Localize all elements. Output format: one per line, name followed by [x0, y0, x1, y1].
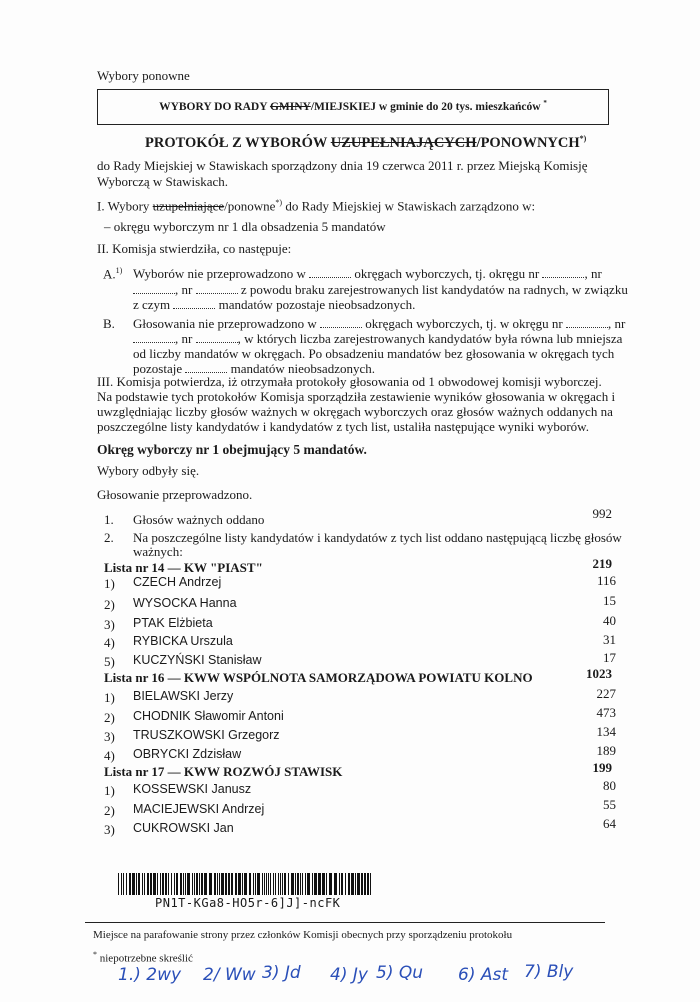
section-iii-line-1: III. Komisja potwierdza, iż otrzymała protokoły głosowania od 1 obwodowej komisji wyborczej. — [97, 374, 602, 389]
section-iii-line-3: uwzględniając liczby głosów ważnych w okręgach wyborczych oraz głosów ważnych oddanych na — [97, 404, 613, 419]
barcode-bar — [348, 873, 350, 895]
text: , nr — [175, 331, 193, 346]
barcode-bar — [288, 873, 289, 895]
footnote-mark: * — [543, 99, 547, 107]
candidate-name: CHODNIK Sławomir Antoni — [133, 709, 284, 723]
candidate-number: 1) — [104, 783, 115, 798]
candidate-votes: 55 — [603, 797, 616, 812]
candidate-name: KOSSEWSKI Janusz — [133, 782, 252, 796]
barcode-bar — [199, 873, 200, 895]
candidate-name: MACIEJEWSKI Andrzej — [133, 802, 265, 816]
item-1-number: 1. — [104, 512, 114, 527]
candidate-votes: 15 — [603, 593, 616, 608]
barcode-bar — [244, 873, 247, 895]
barcode-bar — [291, 873, 294, 895]
blank-field — [133, 333, 175, 343]
text: , nr — [584, 266, 602, 281]
page-title — [145, 134, 586, 152]
intro-text: do Rady Miejskiej w Stawiskach sporządzony dnia 19 czerwca 2011 r. przez Miejską Komisję Wyborczą w Stawiskach. — [97, 158, 588, 189]
barcode-bar — [192, 873, 193, 895]
text: mandatów nieobsadzonych. — [230, 361, 375, 376]
barcode-bar — [270, 873, 271, 895]
signature: 6) Ast — [458, 965, 509, 985]
candidate-number: 4) — [104, 635, 115, 650]
barcode-bar — [266, 873, 267, 895]
barcode-bar — [253, 873, 254, 895]
text: mandatów pozostaje nieobsadzonych. — [218, 297, 416, 312]
barcode-bar — [345, 873, 346, 895]
districts-line: – okręgu wyborczym nr 1 dla obsadzenia 5 mandatów — [104, 219, 386, 234]
section-a-line-3 — [133, 297, 415, 313]
candidate-number: 1) — [104, 576, 115, 591]
candidate-name: RYBICKA Urszula — [133, 634, 233, 648]
barcode-bar — [367, 873, 369, 895]
section-iii-line-2: Na podstawie tych protokołów Komisja sporządziła zestawienie wyników głosowania w okręgach i — [97, 389, 616, 404]
candidate-number: 3) — [104, 617, 115, 632]
barcode-bar — [157, 873, 158, 895]
barcode-bar — [209, 873, 212, 895]
footnote-mark: *) — [275, 198, 283, 207]
section-i-part: /ponowne — [224, 198, 276, 214]
footnote-mark: *) — [579, 134, 587, 143]
barcode-bar — [357, 873, 360, 895]
candidate-votes: 473 — [596, 705, 616, 720]
barcode-bar — [221, 873, 224, 895]
barcode-bar — [204, 873, 207, 895]
title-part: /PONOWNYCH — [476, 134, 580, 151]
signature: 7) Bly — [524, 962, 574, 982]
candidate-name: CUKROWSKI Jan — [133, 821, 234, 835]
footnote — [93, 950, 193, 965]
blank-field — [185, 363, 227, 373]
blank-field — [173, 299, 215, 309]
barcode-bar — [297, 873, 299, 895]
barcode-bar — [341, 873, 343, 895]
section-ii: II. Komisja stwierdziła, co następuje: — [97, 241, 292, 256]
candidate-votes: 17 — [603, 650, 616, 665]
item-1-label: Głosów ważnych oddano — [133, 512, 265, 527]
barcode-bar — [302, 873, 303, 895]
barcode-bar — [249, 873, 251, 895]
election-type-label: Wybory ponowne — [97, 68, 190, 83]
barcode-bar — [280, 873, 281, 895]
header-struck: GMINY — [269, 100, 311, 113]
footnote-mark: 1) — [115, 266, 123, 275]
footnote-text: niepotrzebne skreślić — [99, 952, 193, 965]
barcode-bar — [278, 873, 279, 895]
barcode-bar — [174, 873, 175, 895]
barcode-bar — [268, 873, 269, 895]
barcode-bar — [273, 873, 274, 895]
barcode-bar — [201, 873, 203, 895]
candidate-number: 3) — [104, 729, 115, 744]
held-text: Wybory odbyły się. — [97, 463, 200, 478]
barcode-bar — [194, 873, 195, 895]
barcode-bar — [326, 873, 327, 895]
candidate-votes: 189 — [596, 743, 616, 758]
barcode-bar — [364, 873, 366, 895]
signature: 4) Jy — [330, 965, 368, 985]
section-a-line-2 — [133, 282, 628, 298]
barcode-bar — [219, 873, 220, 895]
barcode-bar — [165, 873, 167, 895]
barcode-bar — [282, 873, 283, 895]
divider — [85, 922, 605, 923]
signature: 5) Qu — [376, 963, 424, 983]
barcode-bar — [300, 873, 301, 895]
barcode-bar — [242, 873, 243, 895]
barcode-bar — [153, 873, 156, 895]
barcode-bar — [187, 873, 190, 895]
item-2-number: 2. — [104, 530, 114, 545]
barcode-bar — [351, 873, 354, 895]
barcode-bar — [295, 873, 296, 895]
barcode-bar — [312, 873, 313, 895]
barcode-bar — [126, 873, 127, 895]
barcode-bar — [355, 873, 356, 895]
candidate-votes: 227 — [596, 686, 616, 701]
voting-text: Głosowanie przeprowadzono. — [97, 487, 253, 502]
barcode-bar — [123, 873, 124, 895]
barcode-bar — [322, 873, 325, 895]
candidate-number: 1) — [104, 690, 115, 705]
text: Wyborów nie przeprowadzono w — [133, 266, 306, 281]
barcode — [118, 873, 374, 895]
text: , nr — [175, 282, 193, 297]
blank-field — [133, 284, 175, 294]
barcode-bar — [257, 873, 260, 895]
list-title: Lista nr 14 — KW "PIAST" — [104, 560, 263, 575]
candidate-votes: 64 — [603, 816, 616, 831]
header-text — [98, 99, 608, 113]
candidate-name: TRUSZKOWSKI Grzegorz — [133, 728, 280, 742]
barcode-bar — [132, 873, 135, 895]
section-a-label — [103, 266, 122, 282]
section-b-label: B. — [103, 316, 115, 331]
blank-field — [309, 268, 351, 278]
barcode-bar — [238, 873, 241, 895]
barcode-bar — [138, 873, 140, 895]
barcode-bar — [334, 873, 337, 895]
barcode-bar — [176, 873, 178, 895]
section-a-line-1 — [133, 266, 602, 282]
section-i-part: do Rady Miejskiej w Stawiskach zarządzono w: — [282, 198, 536, 214]
text: z powodu braku zarejestrowanych list kandydatów na radnych, w związku — [240, 282, 628, 297]
candidate-name: KUCZYŃSKI Stanisław — [133, 653, 262, 667]
candidate-name: WYSOCKA Hanna — [133, 596, 237, 610]
list-total: 219 — [592, 556, 612, 571]
barcode-bar — [217, 873, 218, 895]
list-title: Lista nr 17 — KWW ROZWÓJ STAWISK — [104, 764, 343, 779]
barcode-bar — [361, 873, 363, 895]
candidate-votes: 31 — [603, 632, 616, 647]
barcode-bar — [318, 873, 321, 895]
barcode-bar — [329, 873, 332, 895]
barcode-bar — [121, 873, 122, 895]
barcode-bar — [235, 873, 237, 895]
barcode-bar — [168, 873, 169, 895]
barcode-bar — [307, 873, 310, 895]
barcode-bar — [339, 873, 340, 895]
title-struck: UZUPEŁNIAJĄCYCH — [330, 134, 477, 151]
section-a-letter: A. — [103, 266, 116, 282]
candidate-votes: 116 — [596, 573, 616, 588]
section-iii-line-4: poszczególne listy kandydatów i kandydatów z tych list, ustaliła następujące wyniki wyborów. — [97, 419, 589, 434]
candidate-number: 2) — [104, 803, 115, 818]
candidate-number: 2) — [104, 710, 115, 725]
footer-note: Miejsce na parafowanie strony przez członków Komisji obecnych przy sporządzeniu protokołu — [93, 929, 513, 941]
candidate-name: OBRYCKI Zdzisław — [133, 747, 242, 761]
barcode-bar — [262, 873, 263, 895]
barcode-bar — [196, 873, 198, 895]
footnote-mark: * — [93, 950, 97, 959]
header-box — [97, 89, 609, 125]
candidate-votes: 80 — [603, 778, 616, 793]
barcode-bar — [129, 873, 131, 895]
barcode-bar — [118, 873, 119, 895]
list-total: 1023 — [586, 666, 612, 681]
blank-field — [196, 284, 238, 294]
title-part: PROTOKÓŁ Z WYBORÓW — [145, 134, 331, 151]
text: z czym — [133, 297, 171, 312]
barcode-bar — [231, 873, 233, 895]
district-heading: Okręg wyborczy nr 1 obejmujący 5 mandatów. — [97, 442, 367, 457]
candidate-number: 4) — [104, 748, 115, 763]
barcode-bar — [314, 873, 317, 895]
candidate-name: BIELAWSKI Jerzy — [133, 689, 234, 703]
barcode-bar — [305, 873, 306, 895]
text: pozostaje — [133, 361, 183, 376]
barcode-bar — [180, 873, 182, 895]
item-2-line-2: ważnych: — [133, 544, 183, 559]
section-b-line-3: od liczby mandatów w okręgach. Po obsadzeniu mandatów bez głosowania w okręgach tych — [133, 346, 615, 361]
candidate-votes: 40 — [603, 613, 616, 628]
candidate-name: PTAK Elżbieta — [133, 616, 213, 630]
header-part: /MIEJSKIEJ w gminie do 20 tys. mieszkańców — [310, 100, 541, 113]
candidate-number: 3) — [104, 822, 115, 837]
barcode-bar — [275, 873, 276, 895]
section-i-struck: uzupełniające — [152, 198, 225, 214]
barcode-bar — [264, 873, 265, 895]
barcode-bar — [370, 873, 371, 895]
blank-field — [320, 318, 362, 328]
blank-field — [196, 333, 238, 343]
candidate-votes: 134 — [596, 724, 616, 739]
barcode-bar — [183, 873, 184, 895]
text: , nr — [607, 316, 626, 331]
barcode-bar — [214, 873, 216, 895]
section-b-line-2 — [133, 331, 622, 347]
valid-votes-value: 992 — [592, 506, 612, 521]
blank-field — [542, 268, 584, 278]
barcode-text: PN1T-KGa8-HO5r-6]J]-ncFK — [155, 896, 341, 910]
text: okręgach wyborczych, tj. w okręgu nr — [365, 316, 563, 331]
signature: 3) Jd — [262, 963, 301, 983]
section-i — [97, 198, 535, 214]
text: , w których liczba zarejestrowanych kandydatów była równa lub mniejsza — [237, 331, 623, 346]
signature: 1.) 2wy — [118, 965, 182, 985]
text: okręgach wyborczych, tj. okręgu nr — [354, 266, 540, 281]
candidate-name: CZECH Andrzej — [133, 575, 222, 589]
list-total: 199 — [592, 760, 612, 775]
candidate-number: 5) — [104, 654, 115, 669]
barcode-bar — [225, 873, 227, 895]
barcode-bar — [160, 873, 161, 895]
section-i-part: I. Wybory — [97, 198, 153, 214]
barcode-bar — [136, 873, 137, 895]
barcode-bar — [185, 873, 186, 895]
item-2-line-1: Na poszczególne listy kandydatów i kandydatów z tych list oddano następującą liczbę głosów — [133, 530, 622, 545]
barcode-bar — [162, 873, 164, 895]
barcode-bar — [150, 873, 152, 895]
header-part: WYBORY DO RADY — [159, 100, 270, 113]
blank-field — [566, 318, 608, 328]
section-b-line-1 — [133, 316, 625, 332]
barcode-bar — [144, 873, 145, 895]
list-title: Lista nr 16 — KWW WSPÓLNOTA SAMORZĄDOWA POWIATU KOLNO — [104, 670, 533, 685]
barcode-bar — [142, 873, 143, 895]
signature: 2/ Ww — [203, 965, 256, 985]
barcode-bar — [228, 873, 230, 895]
candidate-number: 2) — [104, 597, 115, 612]
barcode-bar — [284, 873, 286, 895]
barcode-bar — [147, 873, 149, 895]
barcode-bar — [171, 873, 172, 895]
barcode-bar — [255, 873, 256, 895]
text: Głosowania nie przeprowadzono w — [133, 316, 317, 331]
